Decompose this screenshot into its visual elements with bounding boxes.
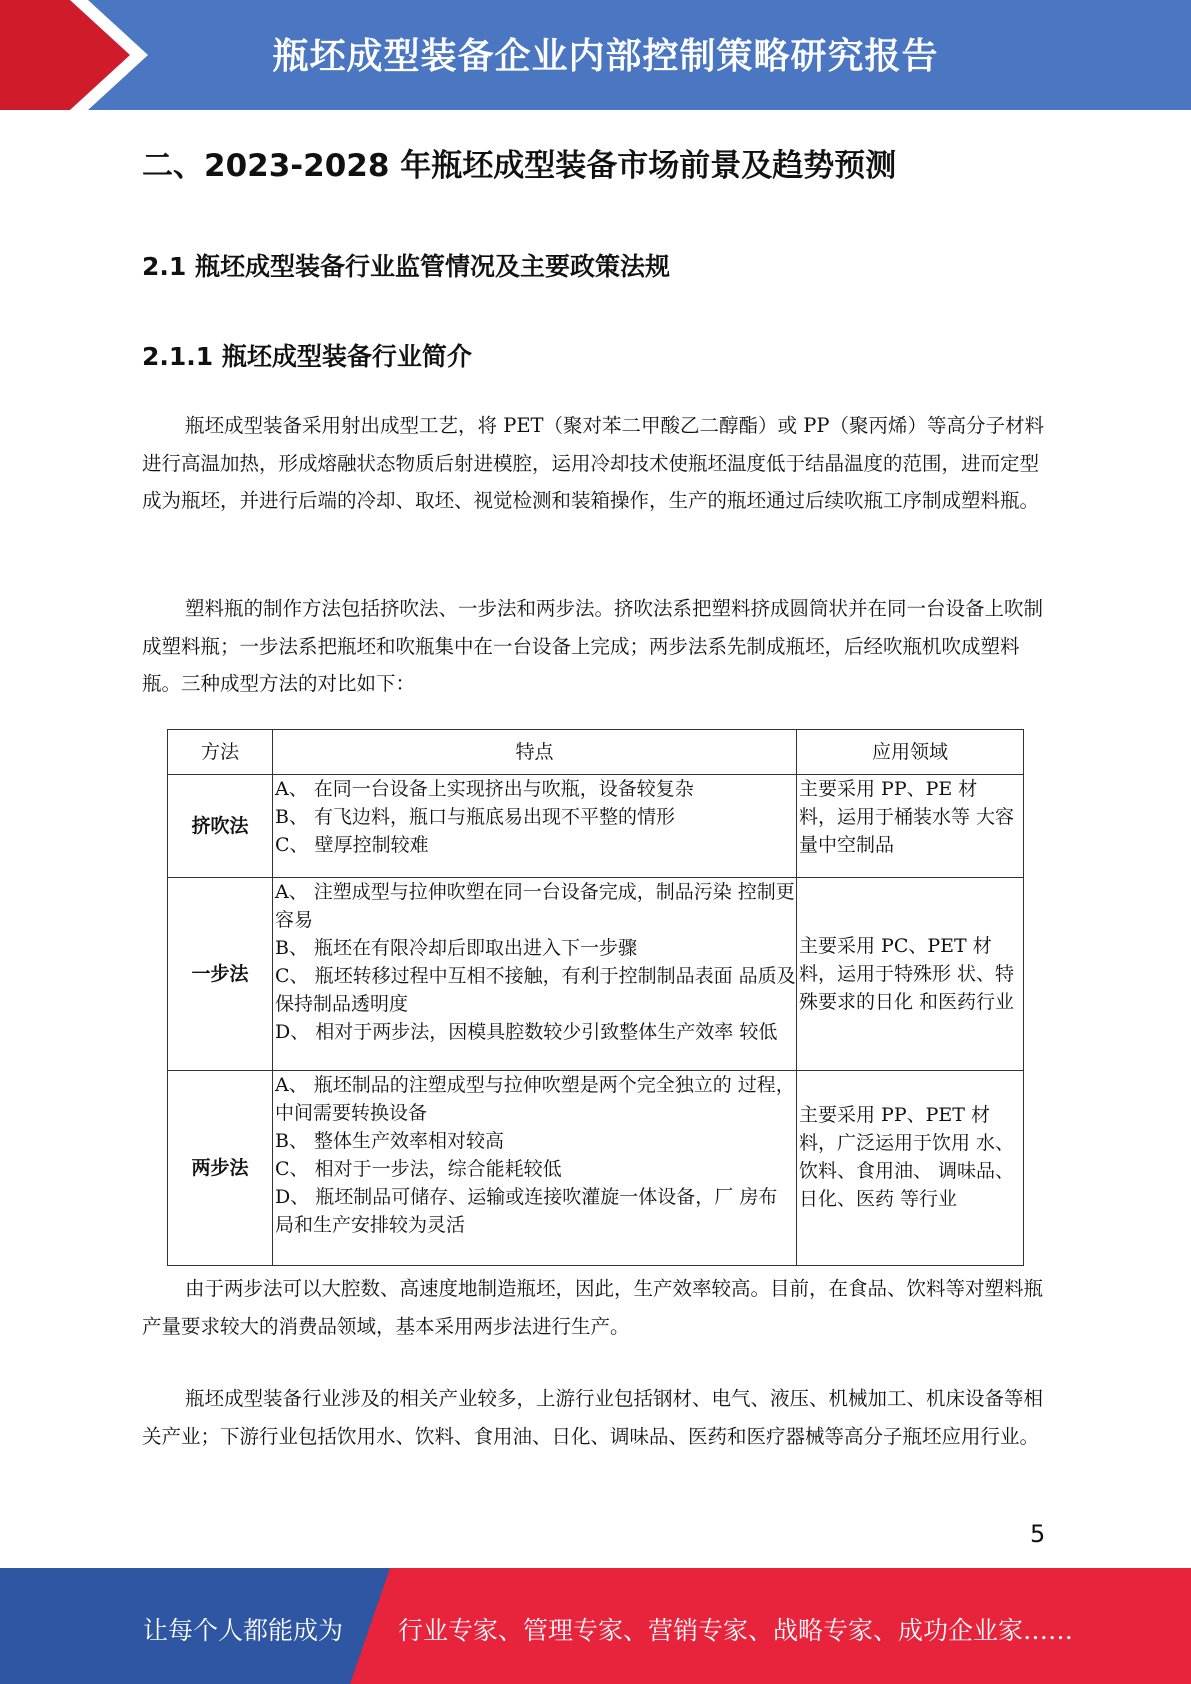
column-header: 应用领域 xyxy=(797,730,1024,775)
paragraph: 塑料瓶的制作方法包括挤吹法、一步法和两步法。挤吹法系把塑料挤成圆筒状并在同一台设备上吹制成塑料瓶；一步法系把瓶坯和吹瓶集中在一台设备上完成；两步法系先制成瓶坯，后经吹瓶机吹成塑料瓶。三种成型方法的对比如下： xyxy=(142,597,1044,695)
column-header: 方法 xyxy=(168,730,273,775)
feature-item: A、 在同一台设备上实现挤出与吹瓶，设备较复杂 xyxy=(275,778,694,800)
application-cell: 主要采用 PP、PE 材 料，运用于桶装水等 大容量中空制品 xyxy=(797,775,1024,878)
feature-item: C、 壁厚控制较难 xyxy=(275,834,429,856)
feature-item: C、 瓶坯转移过程中互相不接触，有利于控制制品表面 品质及保持制品透明度 xyxy=(275,965,796,1015)
feature-item: A、 瓶坯制品的注塑成型与拉伸吹塑是两个完全独立的 过程，中间需要转换设备 xyxy=(275,1074,795,1124)
table-header-row xyxy=(168,730,1024,775)
application-cell: 主要采用 PC、PET 材 料，运用于特殊形 状、特殊要求的日化 和医药行业 xyxy=(797,878,1024,1071)
feature-item: B、 整体生产效率相对较高 xyxy=(275,1130,505,1152)
subsubsection-heading: 2.1.1 瓶坯成型装备行业简介 xyxy=(142,342,472,371)
features-cell xyxy=(273,878,797,1071)
method-cell: 一步法 xyxy=(168,878,273,1071)
feature-item: D、 瓶坯制品可储存、运输或连接吹灌旋一体设备，厂 房布局和生产安排较为灵活 xyxy=(275,1186,778,1236)
method-comparison-table xyxy=(167,729,1024,1266)
column-header: 特点 xyxy=(273,730,797,775)
feature-item: D、 相对于两步法，因模具腔数较少引致整体生产效率 较低 xyxy=(275,1021,778,1043)
section-heading: 二、2023-2028 年瓶坯成型装备市场前景及趋势预测 xyxy=(142,148,897,184)
footer-slogan-left: 让每个人都能成为 xyxy=(143,1616,344,1645)
table-row xyxy=(168,878,1024,1071)
features-cell xyxy=(273,1071,797,1266)
paragraph: 瓶坯成型装备采用射出成型工艺，将 PET（聚对苯二甲酸乙二醇酯）或 PP（聚丙烯）等高分子材料进行高温加热，形成熔融状态物质后射进模腔，运用冷却技术使瓶坯温度低于结晶温度的范围，进而定型成为瓶坯，并进行后端的冷却、取坯、视觉检测和装箱操作，生产的瓶坯通过后续吹瓶工序制成塑料瓶。 xyxy=(142,414,1045,512)
table-row xyxy=(168,775,1024,878)
feature-item: A、 注塑成型与拉伸吹塑在同一台设备完成，制品污染 控制更容易 xyxy=(275,881,795,931)
page-header xyxy=(0,0,1191,110)
features-cell xyxy=(273,775,797,878)
paragraph: 瓶坯成型装备行业涉及的相关产业较多，上游行业包括钢材、电气、液压、机械加工、机床设备等相关产业；下游行业包括饮用水、饮料、食用油、日化、调味品、医药和医疗器械等高分子瓶坯应用行业。 xyxy=(142,1387,1044,1448)
report-title: 瓶坯成型装备企业内部控制策略研究报告 xyxy=(272,36,939,77)
subsection-heading: 2.1 瓶坯成型装备行业监管情况及主要政策法规 xyxy=(142,252,670,281)
method-cell: 挤吹法 xyxy=(168,775,273,878)
application-cell: 主要采用 PP、PET 材 料，广泛运用于饮用 水、饮料、食用油、 调味品、日化、医药 等行业 xyxy=(797,1071,1024,1266)
paragraph: 由于两步法可以大腔数、高速度地制造瓶坯，因此，生产效率较高。目前，在食品、饮料等对塑料瓶产量要求较大的消费品领域，基本采用两步法进行生产。 xyxy=(142,1277,1044,1338)
page-number: 5 xyxy=(1030,1520,1046,1548)
table-row xyxy=(168,1071,1024,1266)
method-cell: 两步法 xyxy=(168,1071,273,1266)
feature-item: B、 瓶坯在有限冷却后即取出进入下一步骤 xyxy=(275,937,638,959)
page-footer xyxy=(0,1568,1191,1684)
feature-item: C、 相对于一步法，综合能耗较低 xyxy=(275,1158,562,1180)
footer-slogan-right: 行业专家、管理专家、营销专家、战略专家、成功企业家…… xyxy=(398,1616,1074,1645)
feature-item: B、 有飞边料，瓶口与瓶底易出现不平整的情形 xyxy=(275,806,676,828)
